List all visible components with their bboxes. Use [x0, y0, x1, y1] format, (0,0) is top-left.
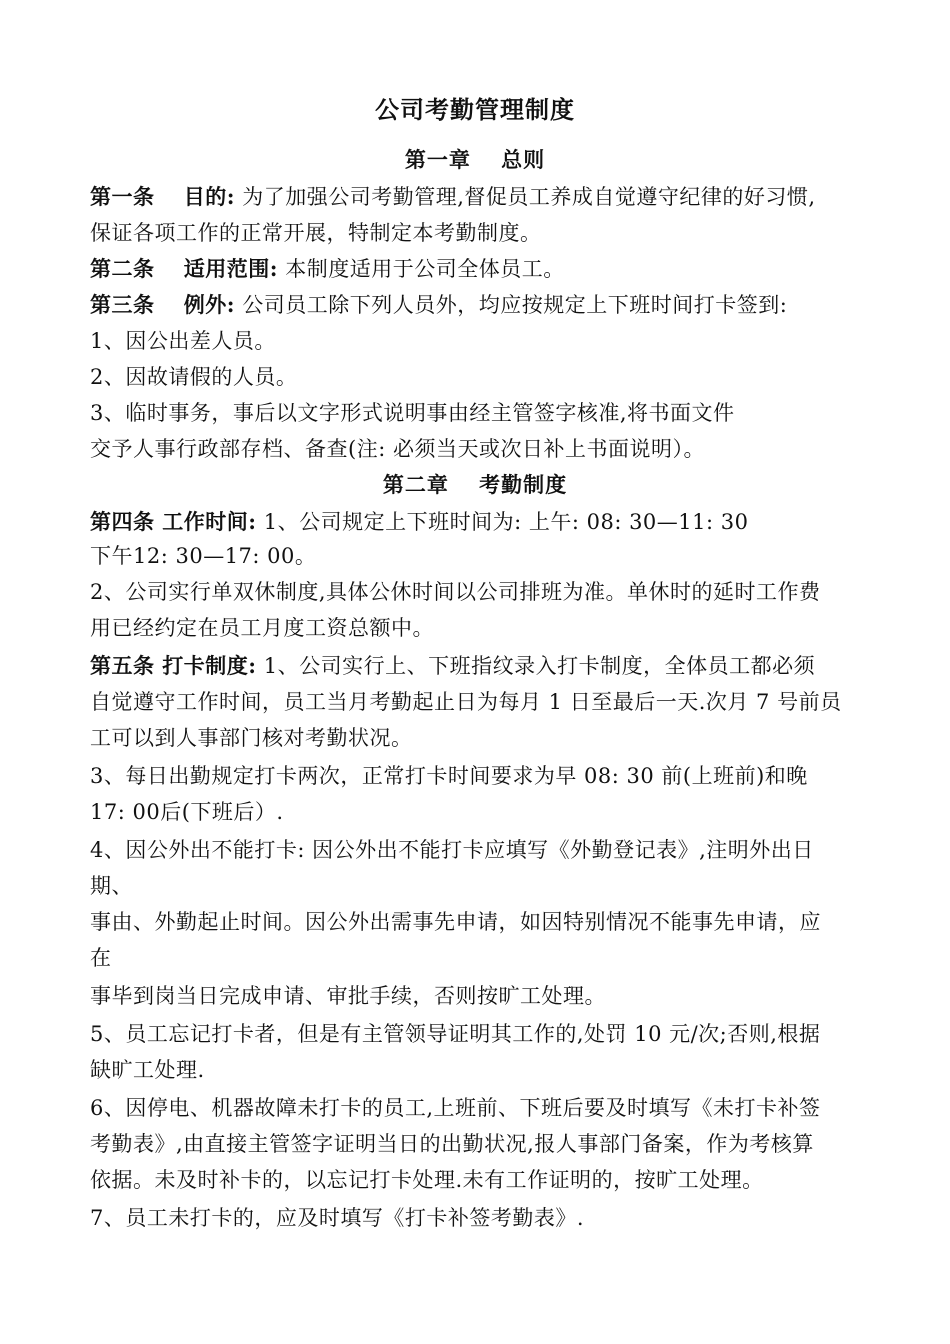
article-line: 保证各项工作的正常开展，特制定本考勤制度。: [90, 221, 542, 245]
article-label: 第五条 打卡制度:: [90, 653, 257, 678]
list-item: 3、临时事务，事后以文字形式说明事由经主管签字核准,将书面文件: [90, 401, 735, 425]
article-line: [90, 507, 870, 537]
article-line: 自觉遵守工作时间，员工当月考勤起止日为每月 1 日至最后一天.次月 7 号前员: [90, 690, 842, 714]
list-item: 交予人事行政部存档、备查(注: 必须当天或次日补上书面说明）。: [90, 437, 705, 461]
list-item: 依据。未及时补卡的，以忘记打卡处理.未有工作证明的，按旷工处理。: [90, 1168, 764, 1192]
article-line: [90, 182, 870, 212]
chapter-heading: 第一章 总则: [404, 147, 546, 172]
list-item: 4、因公外出不能打卡: 因公外出不能打卡应填写《外勤登记表》,注明外出日: [90, 838, 814, 862]
list-item: 2、公司实行单双休制度,具体公休时间以公司排班为准。单休时的延时工作费: [90, 580, 821, 604]
list-item: 2、因故请假的人员。: [90, 365, 298, 389]
article-text: 1、公司规定上下班时间为: 上午: 08: 30—11: 30: [256, 510, 749, 534]
chapter-heading: 第二章 考勤制度: [382, 472, 568, 497]
list-item: 缺旷工处理.: [90, 1058, 205, 1082]
list-item: 3、每日出勤规定打卡两次，正常打卡时间要求为早 08: 30 前(上班前)和晚: [90, 764, 808, 788]
list-item: 期、: [90, 874, 133, 898]
article-line: [90, 254, 870, 284]
list-item: 6、因停电、机器故障未打卡的员工,上班前、下班后要及时填写《未打卡补签: [90, 1096, 821, 1120]
document-title: 公司考勤管理制度: [375, 95, 575, 124]
list-item: 1、因公出差人员。: [90, 329, 276, 353]
article-label: 第三条 例外:: [90, 292, 236, 317]
article-line: 下午12: 30—17: 00。: [90, 544, 317, 568]
list-item: 事由、外勤起止时间。因公外出需事先申请，如因特别情况不能事先申请，应: [90, 910, 821, 934]
article-label: 第二条 适用范围:: [90, 256, 279, 281]
article-line: [90, 651, 870, 681]
article-text: 1、公司实行上、下班指纹录入打卡制度，全体员工都必须: [256, 654, 816, 678]
article-text: 本制度适用于公司全体员工。: [278, 257, 565, 281]
article-line: 工可以到人事部门核对考勤状况。: [90, 726, 413, 750]
article-text: 为了加强公司考勤管理,督促员工养成自觉遵守纪律的好习惯,: [235, 185, 816, 209]
list-item: 5、员工忘记打卡者，但是有主管领导证明其工作的,处罚 10 元/次;否则,根据: [90, 1022, 821, 1046]
article-label: 第一条 目的:: [90, 184, 236, 209]
article-line: [90, 290, 870, 320]
list-item: 在: [90, 946, 112, 970]
article-text: 公司员工除下列人员外，均应按规定上下班时间打卡签到:: [235, 293, 788, 317]
list-item: 17: 00后(下班后）.: [90, 800, 284, 824]
list-item: 用已经约定在员工月度工资总额中。: [90, 616, 434, 640]
article-label: 第四条 工作时间:: [90, 509, 257, 534]
list-item: 7、员工未打卡的，应及时填写《打卡补签考勤表》.: [90, 1206, 585, 1230]
list-item: 事毕到岗当日完成申请、审批手续，否则按旷工处理。: [90, 984, 606, 1008]
list-item: 考勤表》,由直接主管签字证明当日的出勤状况,报人事部门备案，作为考核算: [90, 1132, 814, 1156]
